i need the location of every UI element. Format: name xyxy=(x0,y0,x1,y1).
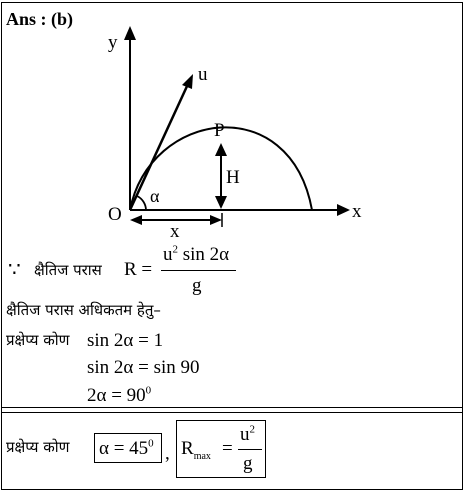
answer-label: Ans : (b) xyxy=(6,9,74,29)
eq3-sup: 0 xyxy=(145,384,152,397)
velocity-arrowhead xyxy=(182,74,193,89)
height-arrow-top xyxy=(215,143,227,156)
equation-3 xyxy=(87,386,151,405)
label-P: P xyxy=(214,120,225,141)
separator-top xyxy=(2,407,463,408)
num-rest: sin 2α xyxy=(178,244,230,265)
range-numerator xyxy=(163,245,229,264)
rmax-num-sup: 2 xyxy=(249,423,255,436)
fraction-bar xyxy=(161,270,236,271)
label-u: u xyxy=(198,64,208,85)
angle-result xyxy=(99,439,154,458)
rmax-sub: max xyxy=(193,450,211,462)
range-R-equals: R = xyxy=(124,259,153,280)
height-arrow-bottom xyxy=(215,196,227,209)
equation-2: sin 2α = sin 90 xyxy=(87,357,200,378)
label-range-x: x xyxy=(170,221,180,240)
angle-sup: 0 xyxy=(148,437,154,450)
num-u: u xyxy=(163,244,173,265)
horizontal-range-label: क्षैतिज परास xyxy=(34,261,102,279)
result-comma: , xyxy=(165,443,170,464)
projectile-figure xyxy=(0,0,466,240)
separator-bottom xyxy=(2,412,463,413)
because-symbol: ∵ xyxy=(8,259,21,281)
label-x-axis: x xyxy=(352,201,362,222)
y-axis-arrowhead xyxy=(124,26,136,40)
equation-1: sin 2α = 1 xyxy=(87,330,164,351)
label-y: y xyxy=(108,32,118,53)
x-axis-arrowhead xyxy=(337,204,350,216)
rmax-R: R xyxy=(181,438,194,459)
result-label: प्रक्षेप्य कोण xyxy=(6,438,70,456)
label-H: H xyxy=(226,167,240,188)
num-sup: 2 xyxy=(172,243,178,256)
rmax-denominator: g xyxy=(243,453,253,474)
rmax-fraction-bar xyxy=(238,449,262,450)
rmax-label xyxy=(181,438,211,462)
projection-angle-label: प्रक्षेप्य कोण xyxy=(6,331,70,349)
angle-arc xyxy=(137,196,146,210)
rmax-numerator xyxy=(240,425,255,444)
label-alpha: α xyxy=(150,186,160,206)
rmax-equals: = xyxy=(222,438,233,459)
range-arrow-left xyxy=(130,215,142,225)
rmax-num-u: u xyxy=(240,424,250,445)
label-O: O xyxy=(108,204,122,225)
range-denominator: g xyxy=(192,275,202,296)
range-arrow-right xyxy=(210,215,222,225)
eq3-main: 2α = 90 xyxy=(87,385,146,406)
max-condition-line: क्षैतिज परास अधिकतम हेतु– xyxy=(6,301,161,319)
angle-main: α = 45 xyxy=(99,438,149,459)
